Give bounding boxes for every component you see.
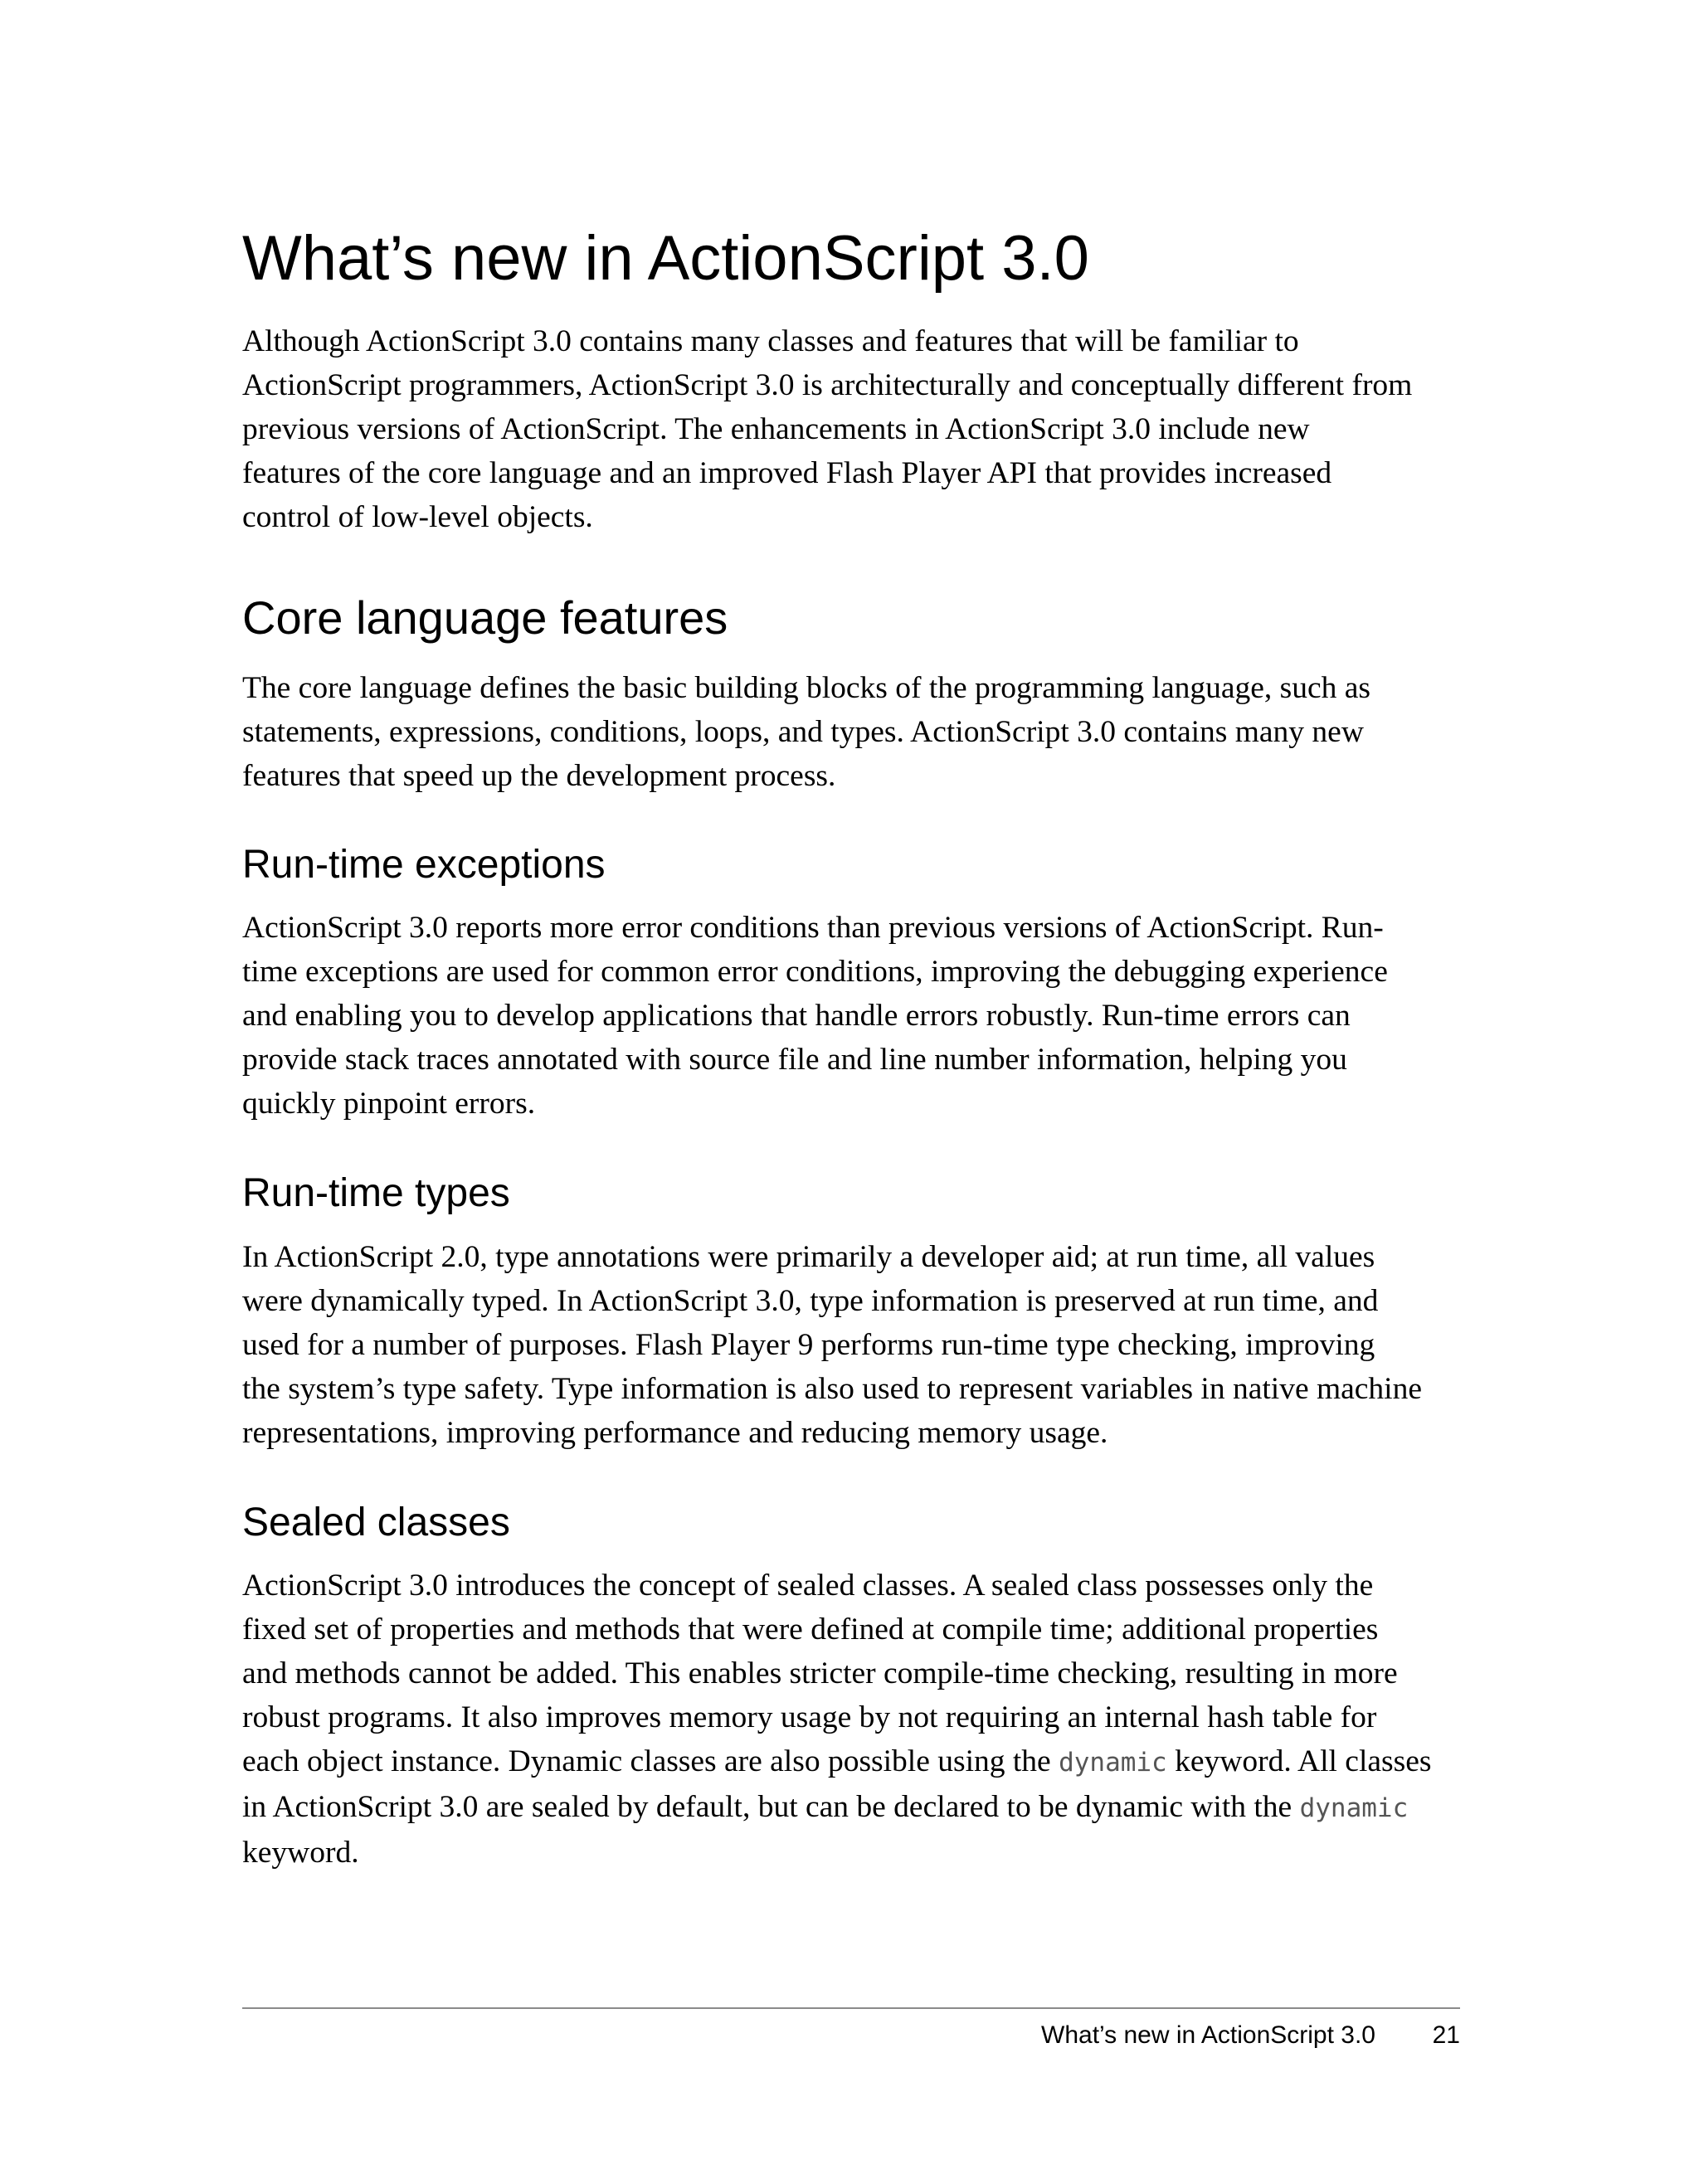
- text-line: [242, 1739, 1460, 1785]
- text-line: ActionScript programmers, ActionScript 3.0 is architecturally and conceptually different from: [242, 368, 1413, 402]
- text-line: previous versions of ActionScript. The enhancements in ActionScript 3.0 include new: [242, 412, 1310, 446]
- text-line: representations, improving performance and reducing memory usage.: [242, 1416, 1108, 1450]
- text-line: used for a number of purposes. Flash Player 9 performs run-time type checking, improving: [242, 1328, 1375, 1362]
- footer-chapter-title: What’s new in ActionScript 3.0: [1041, 2021, 1375, 2049]
- text-line: the system’s type safety. Type information is also used to represent variables in native machine: [242, 1372, 1422, 1406]
- text-line: statements, expressions, conditions, loops, and types. ActionScript 3.0 contains many new: [242, 715, 1364, 749]
- runtime-types-heading: Run-time types: [242, 1171, 510, 1215]
- runtime-exceptions-heading: Run-time exceptions: [242, 843, 606, 887]
- text-line: In ActionScript 2.0, type annotations were primarily a developer aid; at run time, all values: [242, 1240, 1375, 1274]
- text-line: features of the core language and an improved Flash Player API that provides increased: [242, 456, 1332, 490]
- document-page: [242, 0, 1460, 2184]
- sealed-classes-heading: Sealed classes: [242, 1501, 510, 1544]
- dynamic-keyword-code: dynamic: [1059, 1748, 1167, 1778]
- footer-divider: [242, 2007, 1460, 2009]
- text-line: features that speed up the development process.: [242, 759, 836, 793]
- text-line: quickly pinpoint errors.: [242, 1087, 536, 1121]
- text-line: and methods cannot be added. This enables stricter compile-time checking, resulting in more: [242, 1656, 1398, 1690]
- text-fragment: each object instance. Dynamic classes are also possible using the: [242, 1744, 1059, 1778]
- page-number: 21: [1432, 2021, 1460, 2049]
- text-line: provide stack traces annotated with source file and line number information, helping you: [242, 1043, 1347, 1077]
- dynamic-keyword-code: dynamic: [1299, 1793, 1409, 1823]
- text-line: The core language defines the basic building blocks of the programming language, such as: [242, 671, 1370, 705]
- sealed-classes-paragraph: [242, 1564, 1460, 1875]
- core-language-paragraph: [242, 666, 1460, 798]
- runtime-types-paragraph: [242, 1235, 1460, 1455]
- runtime-exceptions-paragraph: [242, 906, 1460, 1126]
- text-line: fixed set of properties and methods that were defined at compile time; additional properties: [242, 1612, 1379, 1647]
- text-line: and enabling you to develop applications that handle errors robustly. Run-time errors can: [242, 999, 1351, 1033]
- text-line: were dynamically typed. In ActionScript 3.0, type information is preserved at run time, and: [242, 1284, 1379, 1318]
- text-line: [242, 1785, 1460, 1831]
- text-line: control of low-level objects.: [242, 500, 593, 534]
- text-fragment: in ActionScript 3.0 are sealed by default, but can be declared to be dynamic with the: [242, 1790, 1300, 1824]
- text-line: time exceptions are used for common error conditions, improving the debugging experience: [242, 955, 1388, 989]
- text-line: keyword.: [242, 1836, 359, 1870]
- core-language-heading: Core language features: [242, 591, 728, 644]
- text-line: ActionScript 3.0 introduces the concept of sealed classes. A sealed class possesses only the: [242, 1569, 1374, 1603]
- text-line: Although ActionScript 3.0 contains many classes and features that will be familiar to: [242, 324, 1299, 358]
- text-line: robust programs. It also improves memory usage by not requiring an internal hash table for: [242, 1700, 1377, 1734]
- intro-paragraph: [242, 319, 1460, 539]
- text-line: ActionScript 3.0 reports more error conditions than previous versions of ActionScript. Run-: [242, 911, 1384, 945]
- text-fragment: keyword. All classes: [1166, 1744, 1432, 1778]
- page-title: What’s new in ActionScript 3.0: [242, 223, 1089, 294]
